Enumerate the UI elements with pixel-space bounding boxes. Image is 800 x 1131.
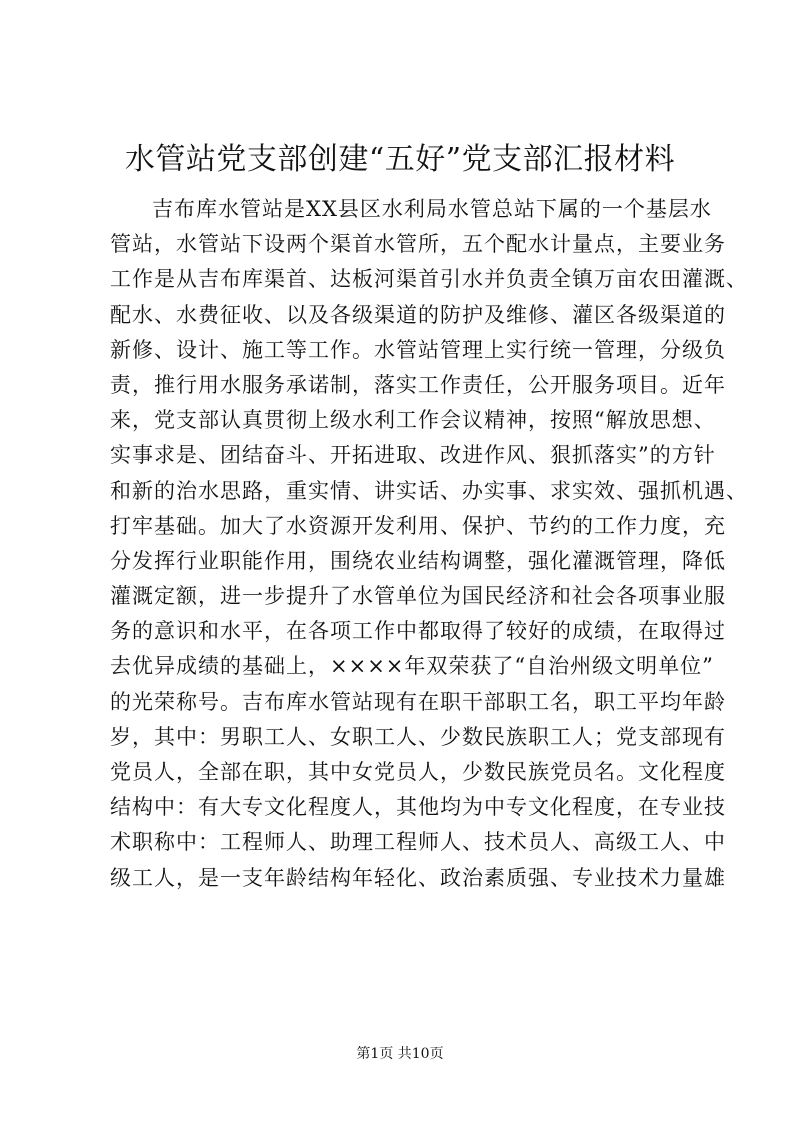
document-title: 水管站党支部创建“五好”党支部汇报材料	[124, 142, 676, 177]
paragraph-line: 来，党支部认真贯彻上级水利工作会议精神，按照“解放思想、	[110, 408, 716, 433]
paragraph-line: 结构中：有大专文化程度人，其他均为中专文化程度，在专业技	[110, 795, 726, 820]
paragraph-line: 管站，水管站下设两个渠首水管所，五个配水计量点，主要业务	[110, 232, 726, 257]
paragraph-line: 工作是从吉布库渠首、达板河渠首引水并负责全镇万亩农田灌溉、	[110, 267, 748, 292]
paragraph-line: 级工人，是一支年龄结构年轻化、政治素质强、专业技术力量雄	[110, 865, 726, 890]
paragraph-line: 灌溉定额，进一步提升了水管单位为国民经济和社会各项事业服	[110, 584, 726, 609]
paragraph-line: 新修、设计、施工等工作。水管站管理上实行统一管理，分级负	[110, 337, 726, 362]
paragraph-line: 吉布库水管站是XX县区水利局水管总站下属的一个基层水	[152, 197, 712, 221]
paragraph-line: 和新的治水思路，重实情、讲实话、办实事、求实效、强抓机遇、	[110, 478, 748, 503]
paragraph-line: 岁，其中：男职工人、女职工人、少数民族职工人；党支部现有	[110, 724, 726, 749]
paragraph-line: 打牢基础。加大了水资源开发利用、保护、节约的工作力度，充	[110, 513, 726, 538]
paragraph-line: 实事求是、团结奋斗、开拓进取、改进作风、狠抓落实”的方针	[110, 443, 716, 468]
paragraph-line: 分发挥行业职能作用，围绕农业结构调整，强化灌溉管理，降低	[110, 548, 726, 573]
paragraph-line: 责，推行用水服务承诺制，落实工作责任，公开服务项目。近年	[110, 372, 726, 397]
document-body	[110, 192, 748, 896]
paragraph-line: 党员人，全部在职，其中女党员人，少数民族党员名。文化程度	[110, 760, 726, 784]
page-indicator: 第1页 共10页	[356, 1046, 444, 1062]
paragraph-line: 术职称中：工程师人、助理工程师人、技术员人、高级工人、中	[110, 830, 726, 855]
paragraph-line: 去优异成绩的基础上，××××年双荣获了“自治州级文明单位”	[110, 654, 714, 679]
paragraph-line: 的光荣称号。吉布库水管站现有在职干部职工名，职工平均年龄	[110, 689, 726, 714]
paragraph-line: 配水、水费征收、以及各级渠道的防护及维修、灌区各级渠道的	[110, 302, 726, 327]
paragraph-line: 务的意识和水平，在各项工作中都取得了较好的成绩，在取得过	[110, 619, 726, 644]
